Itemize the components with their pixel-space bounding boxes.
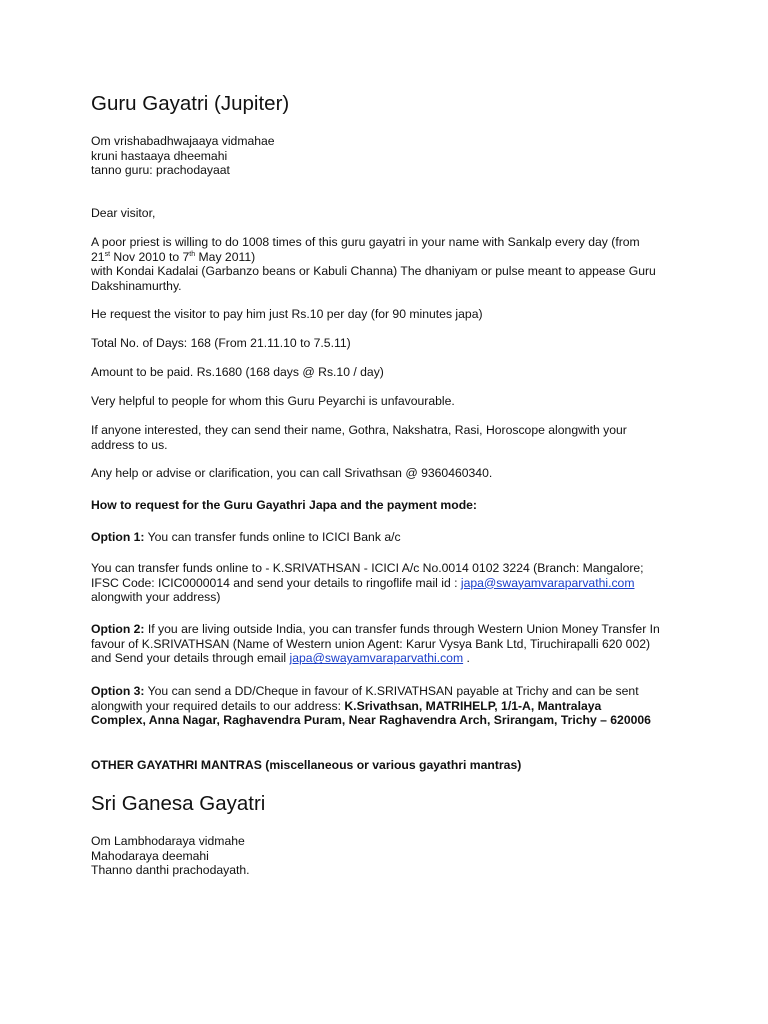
transfer-line: You can transfer funds online to - K.SRIVATHSAN - ICICI A/c No.0014 0102 3224 (Branch: Mangalore; bbox=[91, 561, 644, 575]
option-2-label: Option 2: bbox=[91, 622, 145, 636]
option-3-text: alongwith your required details to our address: bbox=[91, 698, 345, 713]
option-2-line bbox=[91, 622, 691, 637]
ganesa-mantra-line: Om Lambhodaraya vidmahe bbox=[91, 834, 245, 848]
option-3-line bbox=[91, 684, 691, 699]
transfer-paragraph bbox=[91, 561, 691, 605]
guru-mantra-line: kruni hastaaya dheemahi bbox=[91, 148, 228, 163]
how-to-request-heading: How to request for the Guru Gayathri Japa and the payment mode: bbox=[91, 498, 477, 512]
total-days-text: Total No. of Days: 168 (From 21.11.10 to 7.5.11) bbox=[91, 336, 351, 350]
guru-mantra-line: tanno guru: prachodayaat bbox=[91, 163, 230, 178]
option-2-text: and Send your details through email bbox=[91, 651, 290, 666]
intro-line-dates bbox=[91, 250, 691, 265]
option-3-line bbox=[91, 699, 691, 714]
option-3-text: You can send a DD/Cheque in favour of K.SRIVATHSAN payable at Trichy and can be sent bbox=[144, 684, 639, 698]
greeting: Dear visitor, bbox=[91, 206, 156, 220]
transfer-line-text: IFSC Code: ICIC0000014 and send your details to ringoflife mail id : bbox=[91, 575, 461, 590]
transfer-line: alongwith your address) bbox=[91, 590, 221, 605]
option-2-text: If you are living outside India, you can transfer funds through Western Union Money Transfer In bbox=[144, 622, 660, 636]
other-mantras-heading bbox=[91, 758, 691, 773]
help-text: Any help or advise or clarification, you can call Srivathsan @ 9360460340. bbox=[91, 466, 493, 480]
option-1-label: Option 1: bbox=[91, 530, 145, 544]
interested-paragraph bbox=[91, 423, 691, 452]
option-2-line: favour of K.SRIVATHSAN (Name of Western union Agent: Karur Vysya Bank Ltd, Tiruchirapalli 620 002) bbox=[91, 636, 651, 651]
guru-mantra-line: Om vrishabadhwajaaya vidmahae bbox=[91, 134, 275, 148]
guru-mantra bbox=[91, 134, 691, 178]
guru-gayatri-title: Guru Gayatri (Jupiter) bbox=[91, 92, 290, 115]
option-2 bbox=[91, 622, 691, 666]
end-day-suffix: th bbox=[189, 250, 196, 258]
start-day: 21 bbox=[91, 249, 105, 264]
option-2-line bbox=[91, 651, 691, 666]
transfer-line bbox=[91, 576, 691, 591]
ganesa-mantra-line: Thanno danthi prachodayath. bbox=[91, 863, 250, 878]
intro-line: Dakshinamurthy. bbox=[91, 278, 182, 293]
other-mantras-bold: OTHER GAYATHRI MANTRAS bbox=[91, 758, 262, 772]
email-link[interactable]: japa@swayamvaraparvathi.com bbox=[289, 651, 464, 666]
option-1 bbox=[91, 530, 691, 545]
ganesa-mantra bbox=[91, 834, 691, 878]
option-2-text: . bbox=[463, 651, 470, 666]
option-3 bbox=[91, 684, 691, 728]
helpful-text: Very helpful to people for whom this Guru Peyarchi is unfavourable. bbox=[91, 394, 455, 408]
ganesa-gayatri-title: Sri Ganesa Gayatri bbox=[91, 792, 266, 815]
address-text: Complex, Anna Nagar, Raghavendra Puram, Near Raghavendra Arch, Srirangam, Trichy – 620006 bbox=[91, 713, 651, 728]
option-3-label: Option 3: bbox=[91, 684, 145, 698]
intro-paragraph bbox=[91, 235, 691, 293]
intro-line: with Kondai Kadalai (Garbanzo beans or Kabuli Channa) The dhaniyam or pulse meant to appease Guru bbox=[91, 264, 656, 279]
date-range-text: Nov 2010 to 7 bbox=[110, 249, 190, 264]
interested-line: address to us. bbox=[91, 437, 168, 452]
end-date-text: May 2011) bbox=[195, 249, 256, 264]
request-text: He request the visitor to pay him just Rs.10 per day (for 90 minutes japa) bbox=[91, 307, 483, 321]
start-day-suffix: st bbox=[104, 250, 111, 258]
interested-line: If anyone interested, they can send their name, Gothra, Nakshatra, Rasi, Horoscope alongwith your bbox=[91, 423, 627, 437]
address-text: K.Srivathsan, MATRIHELP, 1/1-A, Mantralaya bbox=[344, 698, 602, 713]
option-1-text: You can transfer funds online to ICICI Bank a/c bbox=[144, 530, 401, 544]
amount-text: Amount to be paid. Rs.1680 (168 days @ Rs.10 / day) bbox=[91, 365, 384, 379]
email-link[interactable]: japa@swayamvaraparvathi.com bbox=[460, 575, 635, 590]
ganesa-mantra-line: Mahodaraya deemahi bbox=[91, 848, 209, 863]
intro-line: A poor priest is willing to do 1008 times of this guru gayatri in your name with Sankalp every day (from bbox=[91, 235, 640, 249]
other-mantras-rest: (miscellaneous or various gayathri mantras) bbox=[261, 758, 522, 772]
